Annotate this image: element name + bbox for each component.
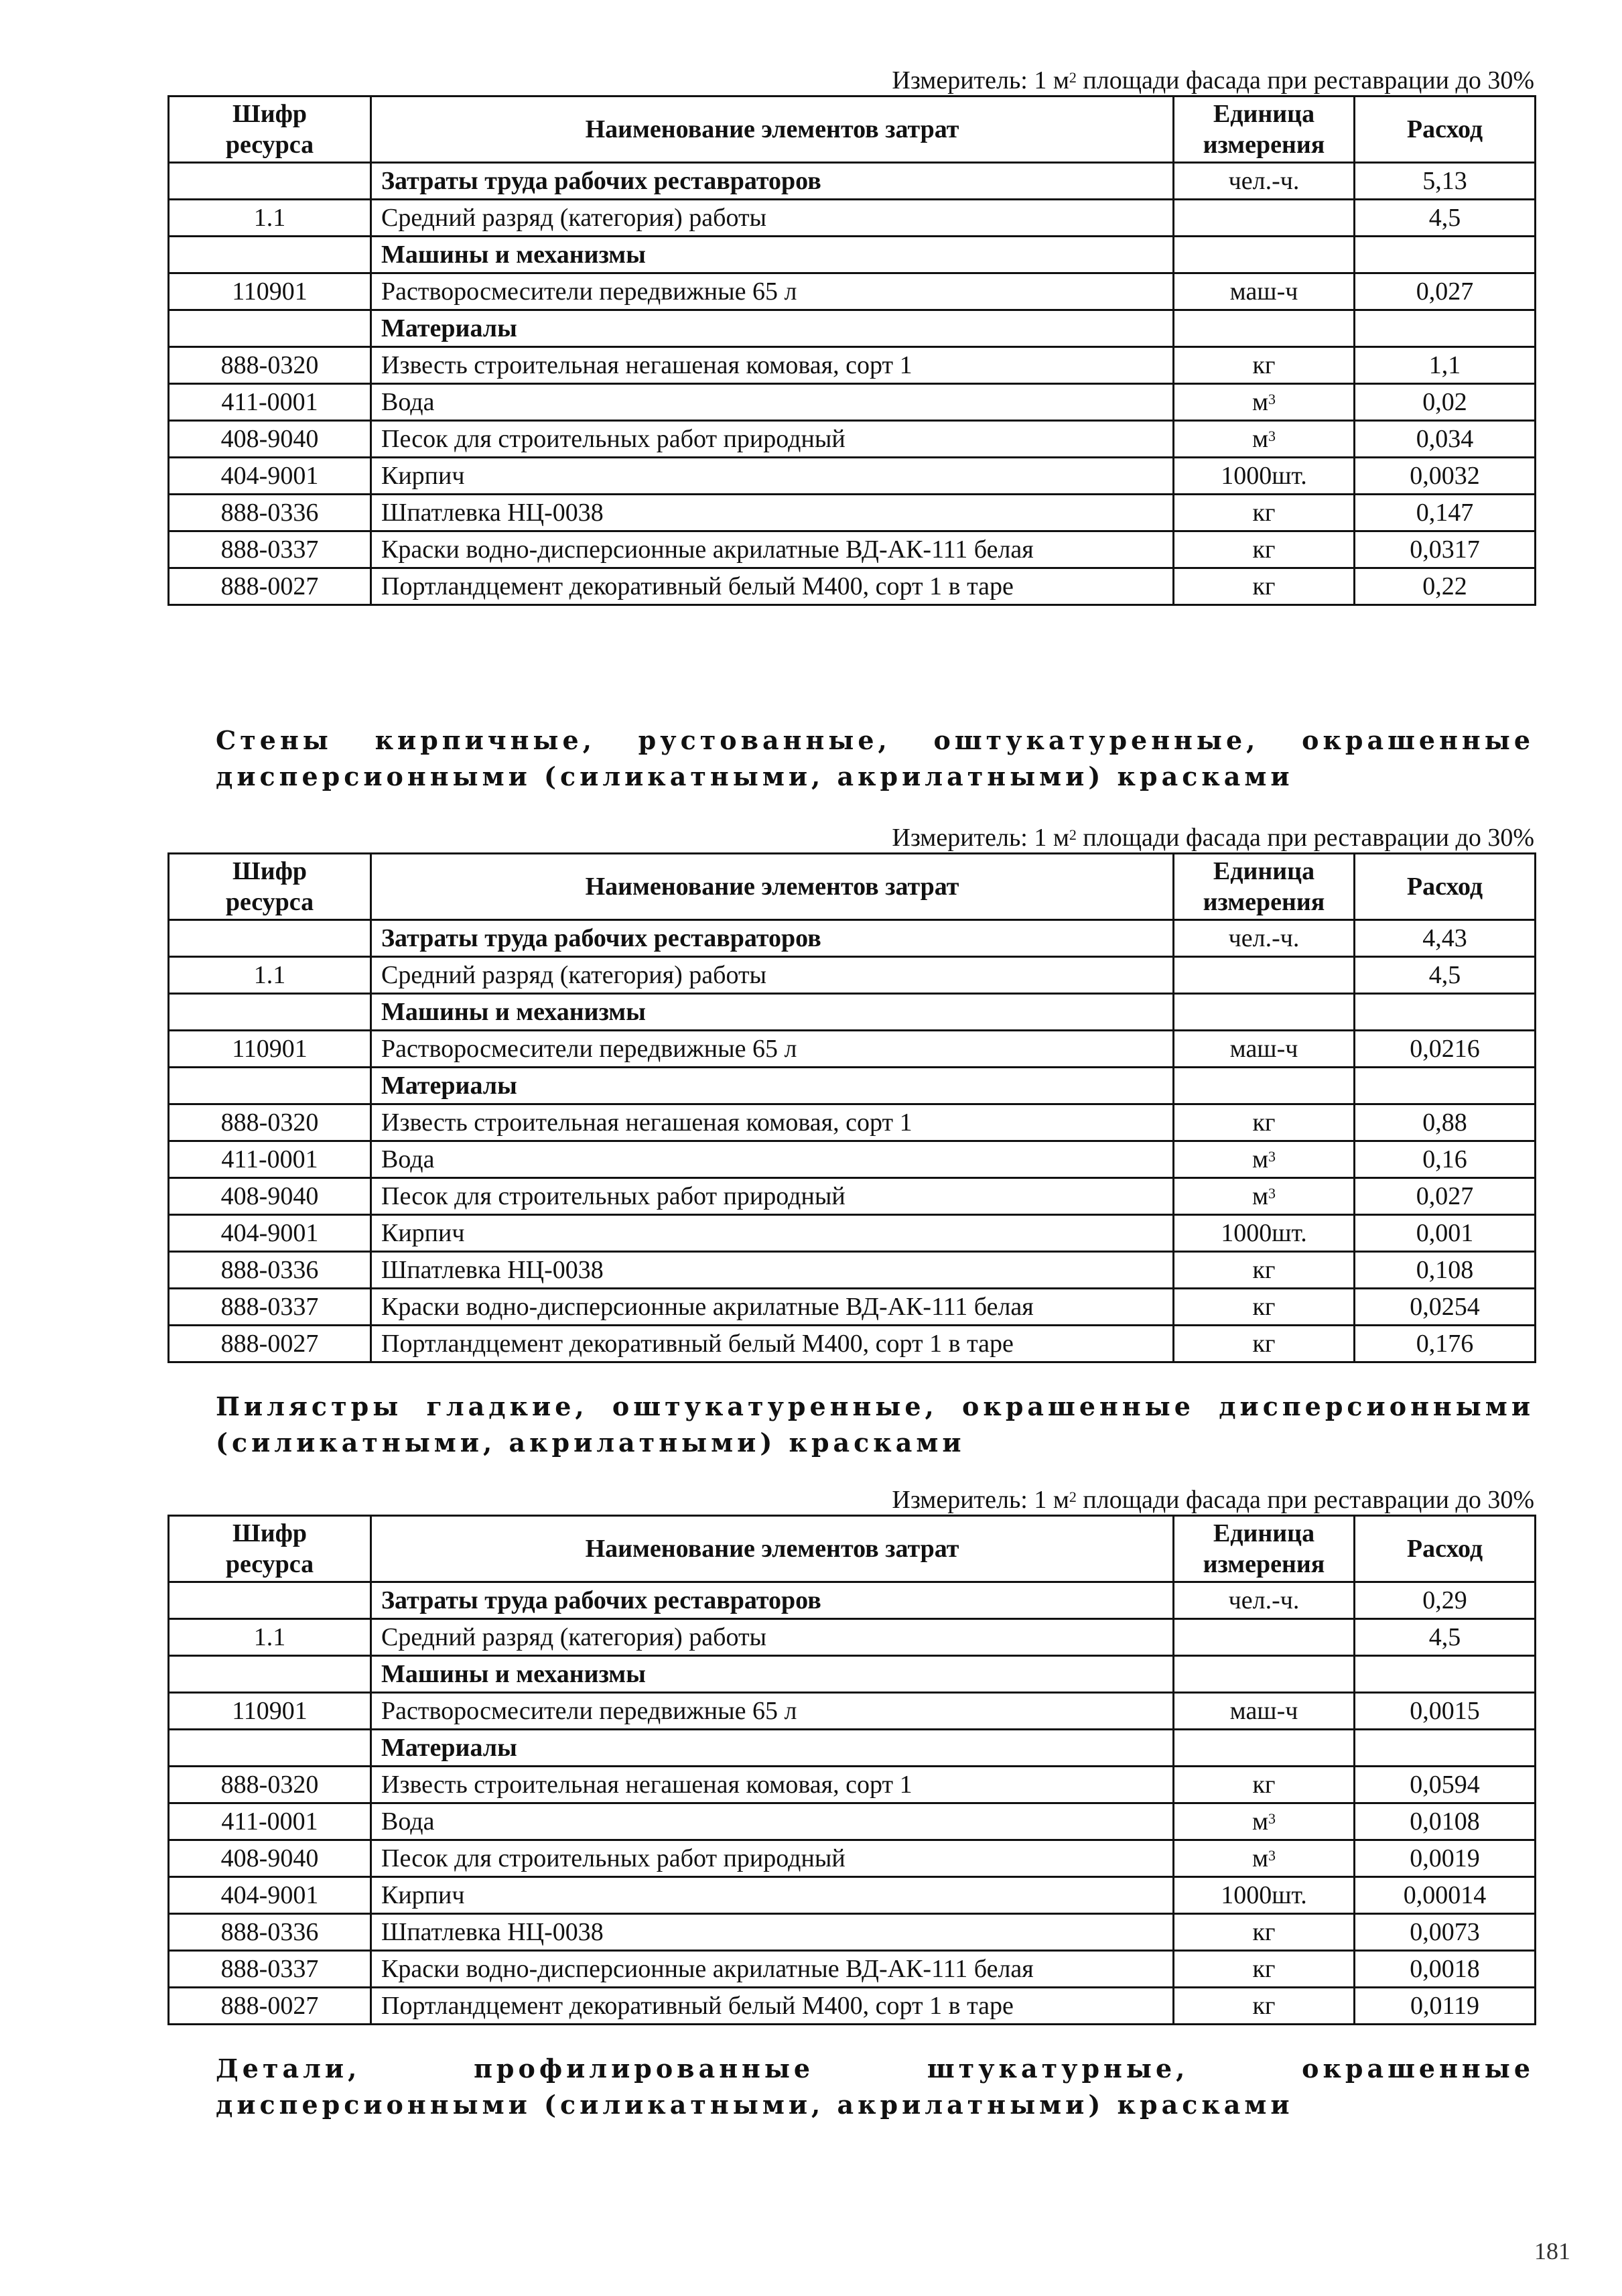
- header-name: Наименование элементов затрат: [371, 97, 1174, 163]
- unit-of-measure: 1000шт.: [1174, 1877, 1355, 1914]
- table-row: [169, 1252, 1536, 1289]
- unit-of-measure: $м^3$: [1174, 384, 1355, 421]
- resource-name: Портландцемент декоративный белый М400, сорт 1 в таре: [371, 568, 1174, 605]
- resource-name: Кирпич: [371, 1877, 1174, 1914]
- consumption-value: 0,147: [1355, 495, 1536, 531]
- resource-name: Песок для строительных работ природный: [371, 1178, 1174, 1215]
- resource-name: Вода: [371, 1803, 1174, 1840]
- resource-table: [167, 95, 1536, 606]
- consumption-value: 1,1: [1355, 347, 1536, 384]
- unit-of-measure: кг: [1174, 1104, 1355, 1141]
- resource-name: Краски водно-дисперсионные акрилатные ВД-АК-111 белая: [371, 1951, 1174, 1988]
- resource-code: [169, 1656, 371, 1693]
- section-heading-walls: Стены кирпичные, рустованные, оштукатуренные, окрашенные дисперсионными (силикатными, акрилатными) красками: [216, 725, 1534, 791]
- resource-code: 110901: [169, 1031, 371, 1068]
- header-name: Наименование элементов затрат: [371, 1516, 1174, 1582]
- consumption-value: 4,5: [1355, 200, 1536, 237]
- resource-name: Краски водно-дисперсионные акрилатные ВД-АК-111 белая: [371, 1289, 1174, 1326]
- header-value: Расход: [1355, 1516, 1536, 1582]
- unit-of-measure: [1174, 1656, 1355, 1693]
- consumption-value: [1355, 310, 1536, 347]
- consumption-value: 0,0317: [1355, 531, 1536, 568]
- table-row: [169, 957, 1536, 994]
- section-heading-details: Детали, профилированные штукатурные, окрашенные дисперсионными (силикатными, акрилатными) красками: [216, 2053, 1534, 2120]
- table-row: [169, 1141, 1536, 1178]
- resource-code: 888-0027: [169, 1988, 371, 2025]
- resource-code: 110901: [169, 273, 371, 310]
- resource-name: Вода: [371, 384, 1174, 421]
- unit-of-measure: кг: [1174, 531, 1355, 568]
- unit-of-measure: кг: [1174, 1767, 1355, 1803]
- table-row: [169, 310, 1536, 347]
- resource-code: 404-9001: [169, 1877, 371, 1914]
- consumption-value: 0,001: [1355, 1215, 1536, 1252]
- unit-of-measure: 1000шт.: [1174, 458, 1355, 495]
- resource-code: 411-0001: [169, 1141, 371, 1178]
- resource-code: [169, 310, 371, 347]
- consumption-value: 0,02: [1355, 384, 1536, 421]
- table-row: [169, 237, 1536, 273]
- table-header-row: [169, 1516, 1536, 1582]
- resource-name: Растворосмесители передвижные 65 л: [371, 1031, 1174, 1068]
- resource-name: Растворосмесители передвижные 65 л: [371, 273, 1174, 310]
- consumption-value: [1355, 1730, 1536, 1767]
- consumption-value: 0,16: [1355, 1141, 1536, 1178]
- resource-code: 888-0027: [169, 568, 371, 605]
- resource-code: 1.1: [169, 957, 371, 994]
- resource-code: 411-0001: [169, 384, 371, 421]
- header-unit: Единица измерения: [1174, 97, 1355, 163]
- consumption-value: 0,22: [1355, 568, 1536, 605]
- table-row: [169, 1840, 1536, 1877]
- consumption-value: 0,88: [1355, 1104, 1536, 1141]
- resource-code: 404-9001: [169, 1215, 371, 1252]
- unit-of-measure: кг: [1174, 1914, 1355, 1951]
- consumption-value: 0,027: [1355, 1178, 1536, 1215]
- unit-of-measure: $м^3$: [1174, 1840, 1355, 1877]
- consumption-value: 4,5: [1355, 957, 1536, 994]
- unit-of-measure: [1174, 1619, 1355, 1656]
- group-heading: Машины и механизмы: [371, 994, 1174, 1031]
- table-row: [169, 163, 1536, 200]
- consumption-value: 0,0019: [1355, 1840, 1536, 1877]
- page-number: 181: [1534, 2238, 1570, 2265]
- unit-of-measure: чел.-ч.: [1174, 1582, 1355, 1619]
- header-unit: Единица измерения: [1174, 1516, 1355, 1582]
- measure-caption: Измеритель: 1 $м^2$ площади фасада при реставрации до 30%: [892, 66, 1534, 94]
- table-row: [169, 1031, 1536, 1068]
- table-header-row: [169, 97, 1536, 163]
- group-heading: Материалы: [371, 1730, 1174, 1767]
- resource-code: 888-0027: [169, 1326, 371, 1362]
- consumption-value: 0,29: [1355, 1582, 1536, 1619]
- unit-of-measure: маш-ч: [1174, 273, 1355, 310]
- table-row: [169, 531, 1536, 568]
- resource-name: Кирпич: [371, 458, 1174, 495]
- cost-section-3: [167, 1486, 1534, 2025]
- consumption-value: 0,034: [1355, 421, 1536, 458]
- table-row: [169, 1730, 1536, 1767]
- unit-of-measure: [1174, 200, 1355, 237]
- table-row: [169, 1289, 1536, 1326]
- resource-name: Средний разряд (категория) работы: [371, 1619, 1174, 1656]
- consumption-value: 0,027: [1355, 273, 1536, 310]
- table-row: [169, 1068, 1536, 1104]
- consumption-value: 0,0119: [1355, 1988, 1536, 2025]
- consumption-value: 0,0594: [1355, 1767, 1536, 1803]
- resource-code: 408-9040: [169, 1178, 371, 1215]
- consumption-value: 4,5: [1355, 1619, 1536, 1656]
- unit-of-measure: [1174, 310, 1355, 347]
- unit-of-measure: $м^3$: [1174, 1803, 1355, 1840]
- group-heading: Материалы: [371, 310, 1174, 347]
- consumption-value: 0,0254: [1355, 1289, 1536, 1326]
- unit-of-measure: [1174, 1730, 1355, 1767]
- resource-name: Растворосмесители передвижные 65 л: [371, 1693, 1174, 1730]
- table-header-row: [169, 854, 1536, 920]
- resource-name: Краски водно-дисперсионные акрилатные ВД-АК-111 белая: [371, 531, 1174, 568]
- table-row: [169, 1803, 1536, 1840]
- table-row: [169, 421, 1536, 458]
- resource-code: 110901: [169, 1693, 371, 1730]
- resource-code: 1.1: [169, 200, 371, 237]
- unit-of-measure: $м^3$: [1174, 1141, 1355, 1178]
- header-code: Шифр ресурса: [169, 854, 371, 920]
- resource-code: [169, 1068, 371, 1104]
- unit-of-measure: кг: [1174, 1951, 1355, 1988]
- group-heading: Затраты труда рабочих реставраторов: [371, 163, 1174, 200]
- resource-code: 888-0320: [169, 347, 371, 384]
- consumption-value: [1355, 1656, 1536, 1693]
- unit-of-measure: 1000шт.: [1174, 1215, 1355, 1252]
- resource-name: Песок для строительных работ природный: [371, 421, 1174, 458]
- table-row: [169, 200, 1536, 237]
- table-row: [169, 1988, 1536, 2025]
- unit-of-measure: кг: [1174, 495, 1355, 531]
- consumption-value: 0,0108: [1355, 1803, 1536, 1840]
- resource-code: 404-9001: [169, 458, 371, 495]
- unit-of-measure: кг: [1174, 1289, 1355, 1326]
- table-row: [169, 1582, 1536, 1619]
- consumption-value: 4,43: [1355, 920, 1536, 957]
- table-row: [169, 384, 1536, 421]
- resource-name: Кирпич: [371, 1215, 1174, 1252]
- table-row: [169, 1178, 1536, 1215]
- resource-code: 408-9040: [169, 421, 371, 458]
- header-code: Шифр ресурса: [169, 97, 371, 163]
- unit-of-measure: [1174, 957, 1355, 994]
- table-row: [169, 568, 1536, 605]
- consumption-value: 0,0015: [1355, 1693, 1536, 1730]
- resource-name: Известь строительная негашеная комовая, сорт 1: [371, 347, 1174, 384]
- unit-of-measure: [1174, 1068, 1355, 1104]
- resource-name: Вода: [371, 1141, 1174, 1178]
- resource-name: Портландцемент декоративный белый М400, сорт 1 в таре: [371, 1326, 1174, 1362]
- consumption-value: 0,0018: [1355, 1951, 1536, 1988]
- unit-of-measure: кг: [1174, 1326, 1355, 1362]
- resource-name: Известь строительная негашеная комовая, сорт 1: [371, 1767, 1174, 1803]
- header-value: Расход: [1355, 854, 1536, 920]
- resource-name: Шпатлевка НЦ-0038: [371, 495, 1174, 531]
- table-row: [169, 495, 1536, 531]
- resource-code: [169, 994, 371, 1031]
- measure-caption: Измеритель: 1 $м^2$ площади фасада при реставрации до 30%: [892, 824, 1534, 852]
- cost-section-1: [167, 67, 1534, 606]
- table-row: [169, 1215, 1536, 1252]
- resource-name: Средний разряд (категория) работы: [371, 957, 1174, 994]
- resource-table: [167, 852, 1536, 1363]
- table-row: [169, 1877, 1536, 1914]
- resource-code: [169, 1730, 371, 1767]
- unit-of-measure: чел.-ч.: [1174, 163, 1355, 200]
- unit-of-measure: кг: [1174, 568, 1355, 605]
- section-heading-pilasters: Пилястры гладкие, оштукатуренные, окрашенные дисперсионными (силикатными, акрилатными) красками: [216, 1391, 1534, 1458]
- unit-of-measure: маш-ч: [1174, 1031, 1355, 1068]
- consumption-value: [1355, 1068, 1536, 1104]
- resource-code: 888-0337: [169, 1289, 371, 1326]
- resource-code: 411-0001: [169, 1803, 371, 1840]
- unit-of-measure: $м^3$: [1174, 421, 1355, 458]
- consumption-value: 0,0216: [1355, 1031, 1536, 1068]
- unit-of-measure: кг: [1174, 1252, 1355, 1289]
- group-heading: Материалы: [371, 1068, 1174, 1104]
- consumption-value: 0,0073: [1355, 1914, 1536, 1951]
- resource-code: 888-0337: [169, 531, 371, 568]
- resource-code: [169, 237, 371, 273]
- resource-code: [169, 163, 371, 200]
- header-name: Наименование элементов затрат: [371, 854, 1174, 920]
- measure-caption: Измеритель: 1 $м^2$ площади фасада при реставрации до 30%: [892, 1486, 1534, 1514]
- header-code: Шифр ресурса: [169, 1516, 371, 1582]
- table-row: [169, 1693, 1536, 1730]
- resource-code: 888-0336: [169, 1252, 371, 1289]
- resource-name: Известь строительная негашеная комовая, сорт 1: [371, 1104, 1174, 1141]
- resource-name: Песок для строительных работ природный: [371, 1840, 1174, 1877]
- resource-code: 1.1: [169, 1619, 371, 1656]
- unit-of-measure: чел.-ч.: [1174, 920, 1355, 957]
- unit-of-measure: $м^3$: [1174, 1178, 1355, 1215]
- table-row: [169, 1656, 1536, 1693]
- resource-code: 888-0336: [169, 495, 371, 531]
- resource-code: 888-0337: [169, 1951, 371, 1988]
- group-heading: Затраты труда рабочих реставраторов: [371, 1582, 1174, 1619]
- group-heading: Машины и механизмы: [371, 1656, 1174, 1693]
- table-row: [169, 994, 1536, 1031]
- resource-code: 888-0336: [169, 1914, 371, 1951]
- resource-code: [169, 1582, 371, 1619]
- resource-table: [167, 1515, 1536, 2025]
- unit-of-measure: [1174, 237, 1355, 273]
- resource-code: 888-0320: [169, 1767, 371, 1803]
- table-row: [169, 1914, 1536, 1951]
- consumption-value: 0,00014: [1355, 1877, 1536, 1914]
- consumption-value: 5,13: [1355, 163, 1536, 200]
- resource-code: 408-9040: [169, 1840, 371, 1877]
- consumption-value: [1355, 237, 1536, 273]
- consumption-value: [1355, 994, 1536, 1031]
- table-row: [169, 1326, 1536, 1362]
- table-row: [169, 1619, 1536, 1656]
- resource-code: 888-0320: [169, 1104, 371, 1141]
- table-row: [169, 920, 1536, 957]
- group-heading: Затраты труда рабочих реставраторов: [371, 920, 1174, 957]
- table-row: [169, 273, 1536, 310]
- unit-of-measure: [1174, 994, 1355, 1031]
- unit-of-measure: маш-ч: [1174, 1693, 1355, 1730]
- table-row: [169, 1104, 1536, 1141]
- header-unit: Единица измерения: [1174, 854, 1355, 920]
- resource-name: Шпатлевка НЦ-0038: [371, 1914, 1174, 1951]
- table-row: [169, 1951, 1536, 1988]
- resource-code: [169, 920, 371, 957]
- resource-name: Портландцемент декоративный белый М400, сорт 1 в таре: [371, 1988, 1174, 2025]
- consumption-value: 0,108: [1355, 1252, 1536, 1289]
- group-heading: Машины и механизмы: [371, 237, 1174, 273]
- table-row: [169, 458, 1536, 495]
- table-row: [169, 1767, 1536, 1803]
- header-value: Расход: [1355, 97, 1536, 163]
- cost-section-2: [167, 824, 1534, 1363]
- resource-name: Шпатлевка НЦ-0038: [371, 1252, 1174, 1289]
- unit-of-measure: кг: [1174, 347, 1355, 384]
- table-row: [169, 347, 1536, 384]
- unit-of-measure: кг: [1174, 1988, 1355, 2025]
- consumption-value: 0,0032: [1355, 458, 1536, 495]
- consumption-value: 0,176: [1355, 1326, 1536, 1362]
- resource-name: Средний разряд (категория) работы: [371, 200, 1174, 237]
